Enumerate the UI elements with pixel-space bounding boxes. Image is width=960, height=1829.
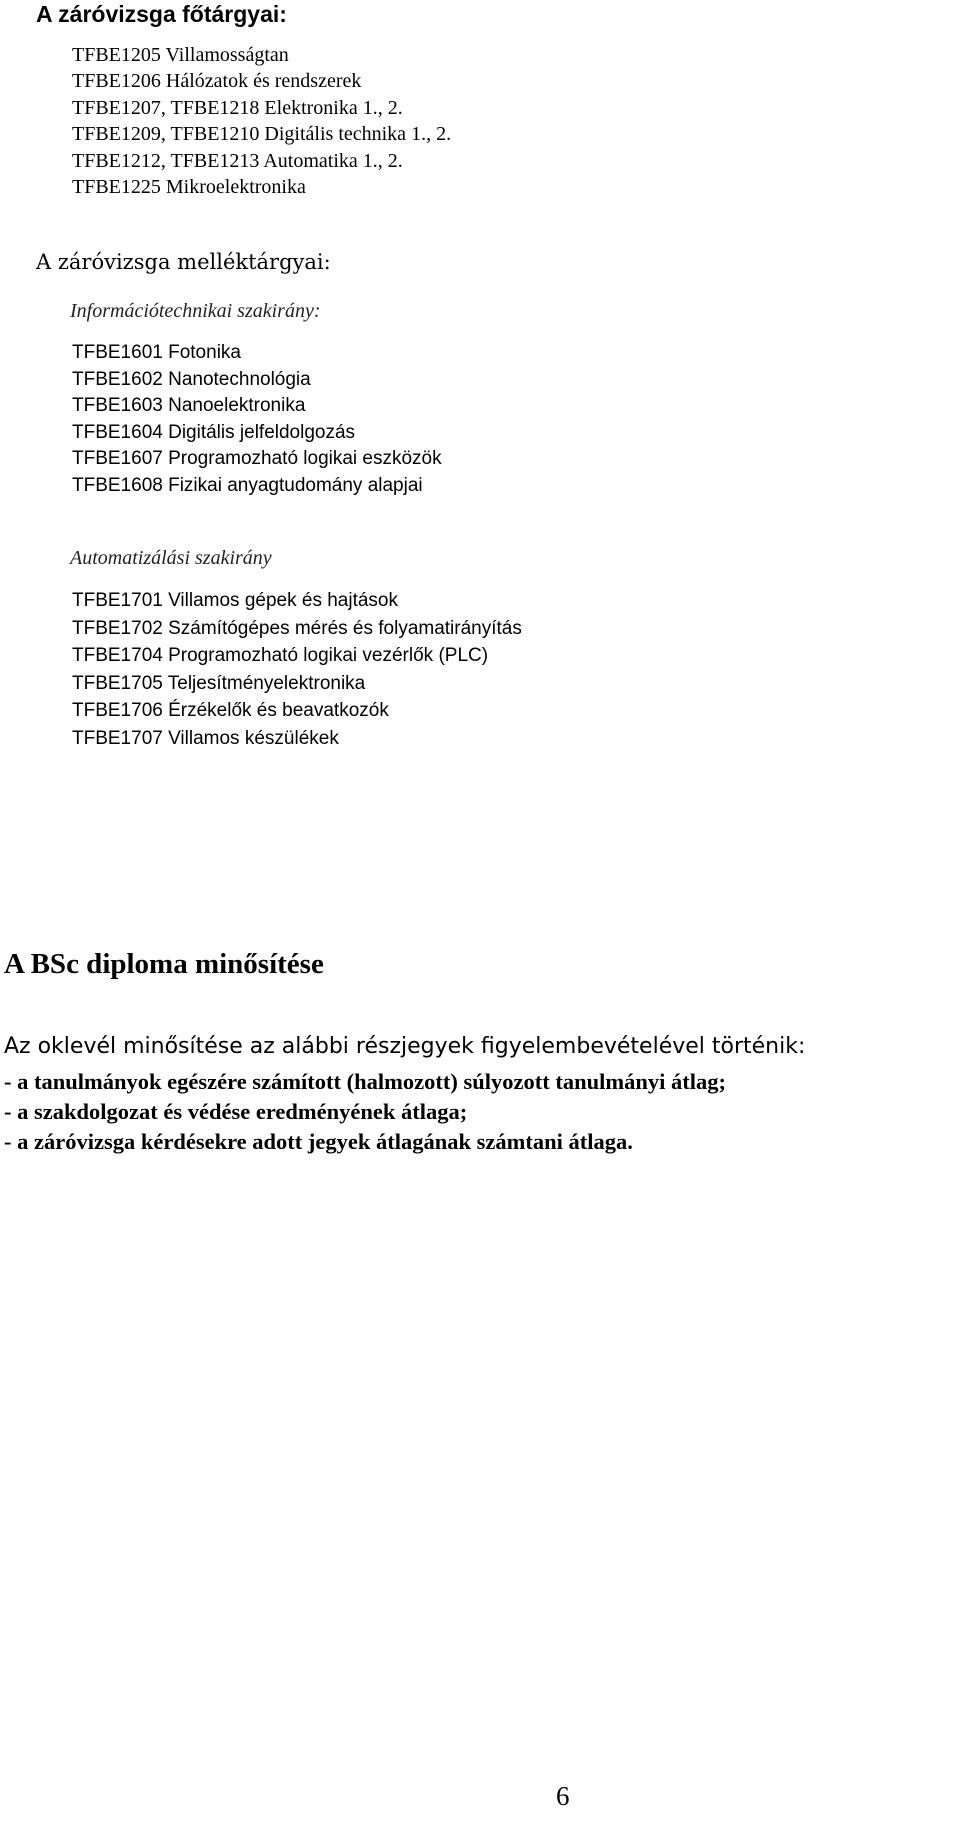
list-item: TFBE1205 Villamosságtan xyxy=(72,44,289,66)
diploma-intro: Az oklevél minősítése az alábbi részjegyek figyelembevételével történik: xyxy=(4,1034,806,1059)
list-item: TFBE1704 Programozható logikai vezérlők (PLC) xyxy=(72,645,489,667)
list-item: TFBE1607 Programozható logikai eszközök xyxy=(72,448,442,470)
diploma-criteria-list xyxy=(4,1067,726,1157)
list-item: TFBE1707 Villamos készülékek xyxy=(72,727,339,749)
automation-specialization-list xyxy=(72,587,522,753)
list-item: TFBE1701 Villamos gépek és hajtások xyxy=(72,590,398,611)
list-item: TFBE1601 Fotonika xyxy=(72,342,241,363)
list-item: TFBE1212, TFBE1213 Automatika 1., 2. xyxy=(72,149,403,172)
it-specialization-title: Információtechnikai szakirány: xyxy=(70,300,321,322)
list-item: TFBE1702 Számítógépes mérés és folyamatirányítás xyxy=(72,617,522,639)
list-item: TFBE1225 Mikroelektronika xyxy=(72,176,306,199)
list-item: TFBE1706 Érzékelők és beavatkozók xyxy=(72,700,389,722)
criteria-item: - a záróvizsga kérdésekre adott jegyek átlagának számtani átlaga. xyxy=(4,1129,633,1154)
list-item: TFBE1209, TFBE1210 Digitális technika 1., 2. xyxy=(72,123,452,146)
it-specialization-list xyxy=(72,340,442,500)
list-item: TFBE1705 Teljesítményelektronika xyxy=(72,672,366,694)
list-item: TFBE1602 Nanotechnológia xyxy=(72,368,311,390)
list-item: TFBE1206 Hálózatok és rendszerek xyxy=(72,70,362,93)
main-subjects-heading: A záróvizsga főtárgyai: xyxy=(36,1,287,27)
main-subjects-list xyxy=(72,42,451,200)
criteria-item: - a szakdolgozat és védése eredményének átlaga; xyxy=(4,1099,468,1124)
diploma-heading: A BSc diploma minősítése xyxy=(4,948,324,980)
list-item: TFBE1604 Digitális jelfeldolgozás xyxy=(72,421,356,443)
list-item: TFBE1207, TFBE1218 Elektronika 1., 2. xyxy=(72,96,403,119)
automation-specialization-title: Automatizálási szakirány xyxy=(70,547,272,569)
list-item: TFBE1603 Nanoelektronika xyxy=(72,395,306,417)
secondary-subjects-heading: A záróvizsga melléktárgyai: xyxy=(36,250,331,274)
list-item: TFBE1608 Fizikai anyagtudomány alapjai xyxy=(72,474,423,496)
page-number: 6 xyxy=(556,1781,570,1811)
criteria-item: - a tanulmányok egészére számított (halmozott) súlyozott tanulmányi átlag; xyxy=(4,1069,726,1094)
